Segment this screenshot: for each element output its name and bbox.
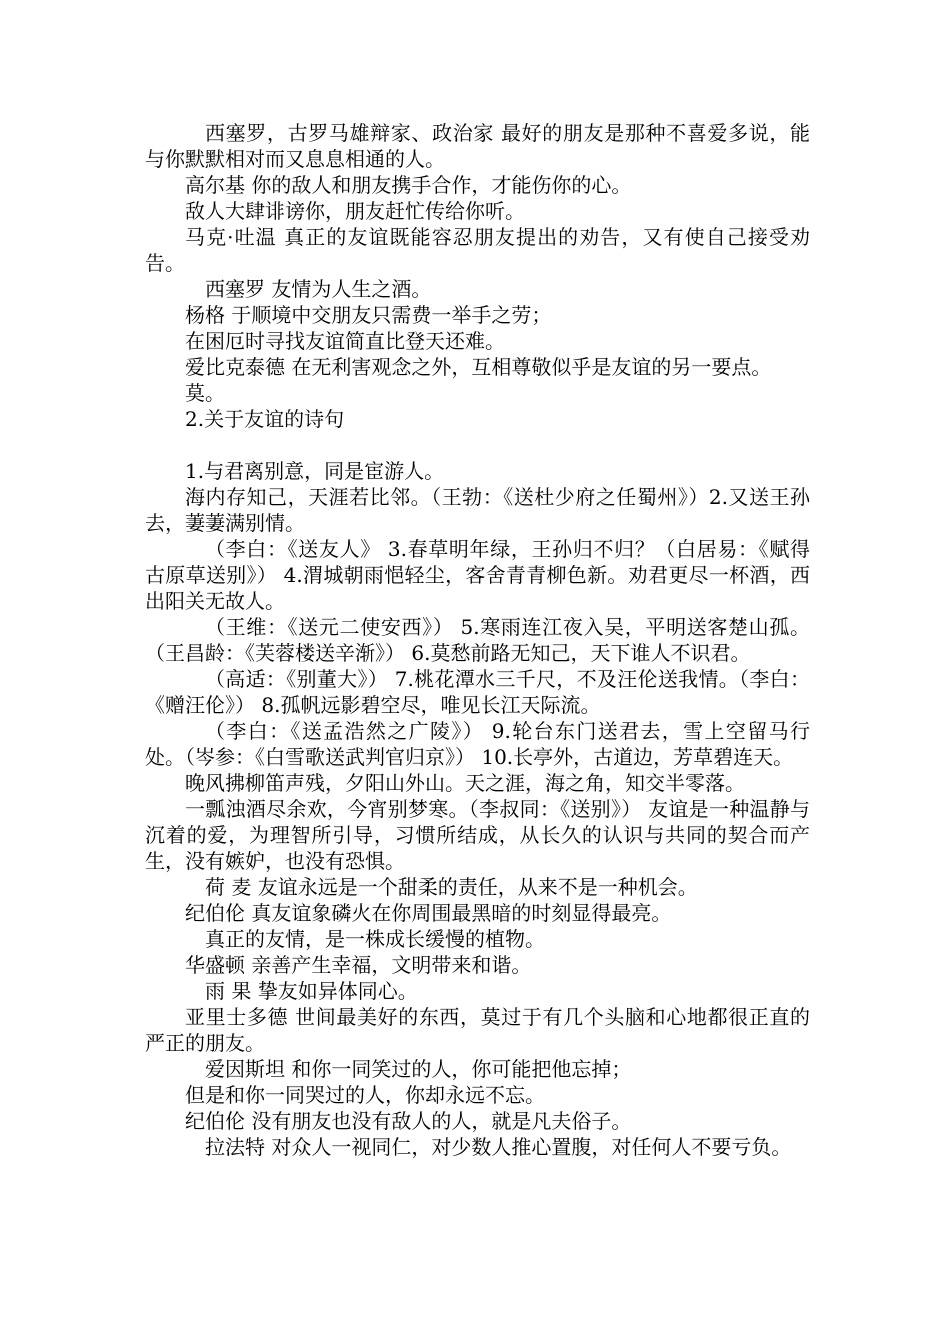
paragraph: 真正的友情，是一株成长缓慢的植物。 xyxy=(205,927,545,951)
paragraph: 西塞罗，古罗马雄辩家、政治家 最好的朋友是那种不喜爱多说，能与你默默相对而又息息相通的人。 xyxy=(145,121,810,171)
paragraph: 拉法特 对众人一视同仁，对少数人推心置腹，对任何人不要亏负。 xyxy=(205,1135,792,1159)
paragraph: 一瓢浊酒尽余欢，今宵别梦寒。（李叔同：《送别》） 友谊是一种温静与沉着的爱，为理智所引导，习惯所结成，从长久的认识与共同的契合而产生，没有嫉妒，也没有恐惧。 xyxy=(145,797,810,873)
paragraph: 纪伯伦 真友谊象磷火在你周围最黑暗的时刻显得最亮。 xyxy=(185,901,672,925)
paragraph: 高尔基 你的敌人和朋友携手合作，才能伤你的心。 xyxy=(185,173,632,197)
paragraph: 荷 麦 友谊永远是一个甜柔的责任，从来不是一种机会。 xyxy=(205,875,698,899)
paragraph: 1.与君离别意，同是宦游人。 xyxy=(185,459,445,483)
paragraph: 雨 果 挚友如异体同心。 xyxy=(205,979,418,1003)
paragraph: 西塞罗 友情为人生之酒。 xyxy=(205,277,432,301)
paragraph: 晚风拂柳笛声残，夕阳山外山。天之涯，海之角，知交半零落。 xyxy=(185,771,745,795)
paragraph: 爱比克泰德 在无利害观念之外，互相尊敬似乎是友谊的另一要点。 xyxy=(185,355,772,379)
paragraph: 海内存知己，天涯若比邻。（王勃：《送杜少府之任蜀州》）2.又送王孙去，萋萋满别情。 xyxy=(145,485,810,535)
paragraph: （李白：《送友人》 3.春草明年绿，王孙归不归？（白居易：《赋得古原草送别》） 4.渭城朝雨悒轻尘，客舍青青柳色新。劝君更尽一杯酒，西出阳关无故人。 xyxy=(145,537,810,613)
paragraph: 敌人大肆诽谤你，朋友赶忙传给你听。 xyxy=(185,199,525,223)
paragraph: 马克·吐温 真正的友谊既能容忍朋友提出的劝告，又有使自己接受劝告。 xyxy=(145,225,810,275)
paragraph: 莫。 xyxy=(185,381,225,405)
paragraph: 但是和你一同哭过的人，你却永远不忘。 xyxy=(185,1083,545,1107)
paragraph: 亚里士多德 世间最美好的东西，莫过于有几个头脑和心地都很正直的严正的朋友。 xyxy=(145,1005,810,1055)
blank-line xyxy=(145,432,810,458)
paragraph: 杨格 于顺境中交朋友只需费一举手之劳； xyxy=(185,303,552,327)
paragraph: 华盛顿 亲善产生幸福，文明带来和谐。 xyxy=(185,953,532,977)
section-heading: 2.关于友谊的诗句 xyxy=(185,407,345,431)
paragraph: 爱因斯坦 和你一同笑过的人，你可能把他忘掉； xyxy=(205,1057,632,1081)
paragraph: （李白：《送孟浩然之广陵》） 9.轮台东门送君去，雪上空留马行处。（岑参：《白雪歌送武判官归京》） 10.长亭外，古道边，芳草碧连天。 xyxy=(145,719,810,769)
paragraph: 在困厄时寻找友谊简直比登天还难。 xyxy=(185,329,505,353)
paragraph: （王维：《送元二使安西》） 5.寒雨连江夜入吴，平明送客楚山孤。（王昌龄：《芙蓉楼送辛渐》） 6.莫愁前路无知己，天下谁人不识君。 xyxy=(145,615,810,665)
document-body xyxy=(145,120,810,1160)
paragraph: （高适：《别董大》） 7.桃花潭水三千尺，不及汪伦送我情。（李白：《赠汪伦》） 8.孤帆远影碧空尽，唯见长江天际流。 xyxy=(145,667,810,717)
paragraph: 纪伯伦 没有朋友也没有敌人的人，就是凡夫俗子。 xyxy=(185,1109,632,1133)
